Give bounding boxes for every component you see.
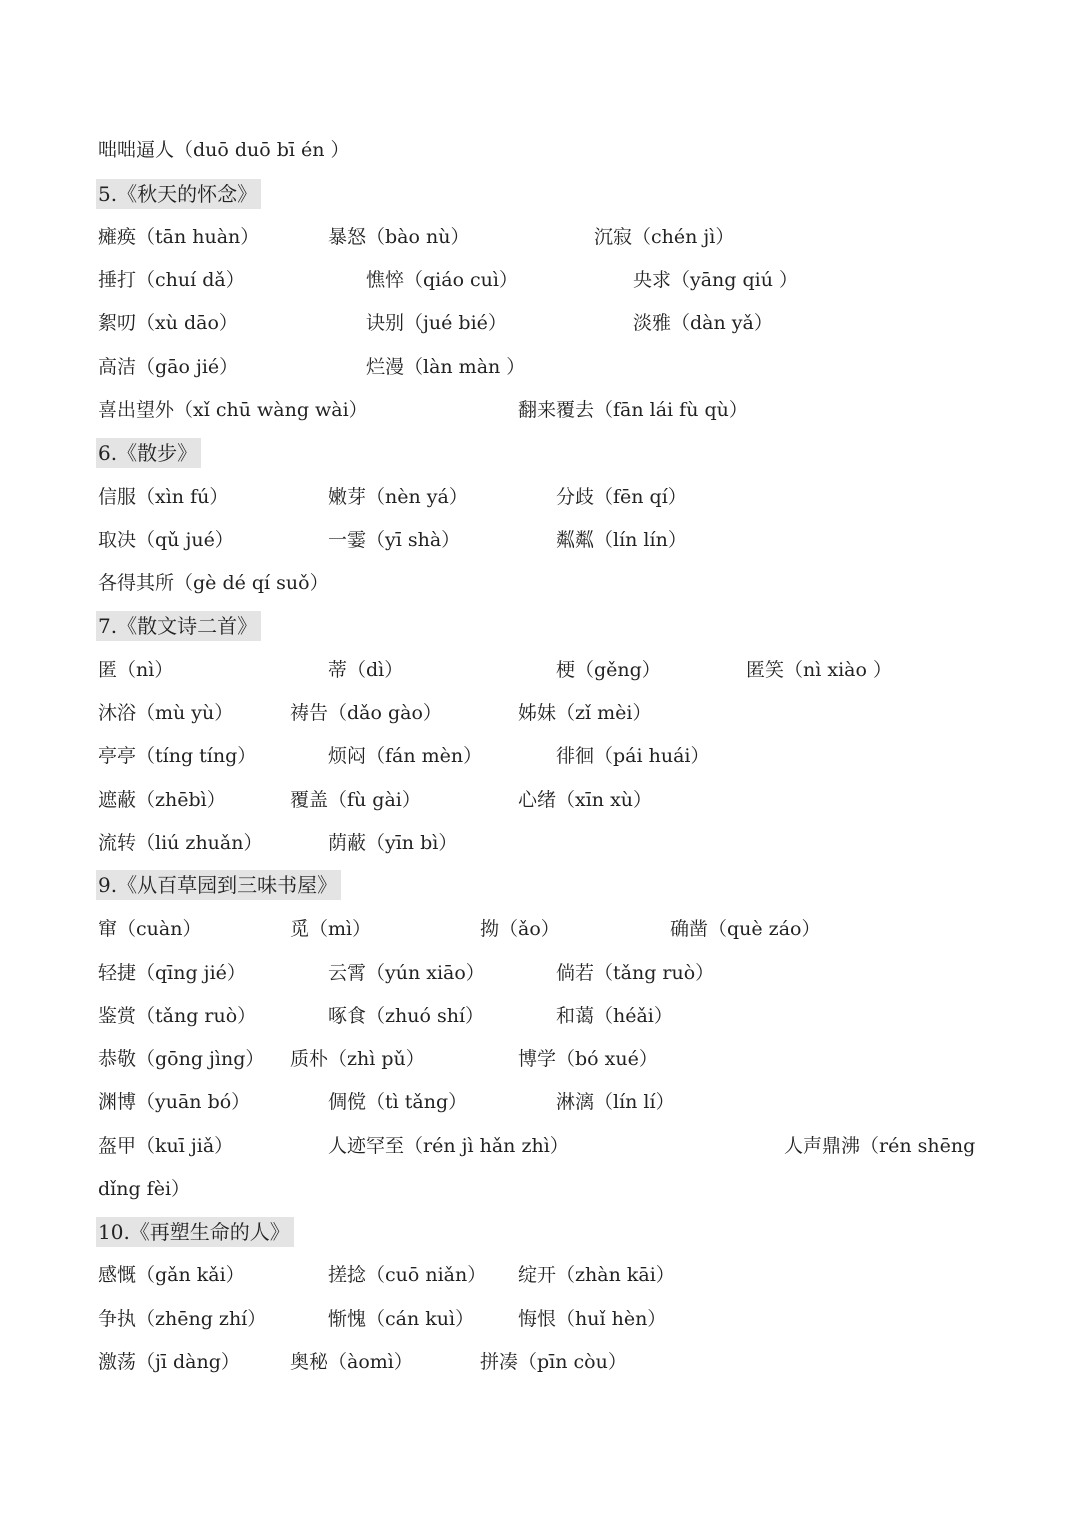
vocab-entry: 荫蔽（yīn bì） <box>328 832 458 854</box>
vocab-entry: 嫩芽（nèn yá） <box>328 486 468 508</box>
vocab-entry: 覆盖（fù gài） <box>290 789 421 811</box>
vocab-entry: 绽开（zhàn kāi） <box>518 1264 675 1286</box>
vocab-entry: 絮叨（xù dāo） <box>98 312 238 334</box>
vocab-entry: 盔甲（kuī jiǎ） <box>98 1135 234 1157</box>
vocab-entry: 分歧（fēn qí） <box>556 486 687 508</box>
vocab-entry: 拗（ǎo） <box>480 918 560 940</box>
vocab-entry: 淋漓（lín lí） <box>556 1091 675 1113</box>
vocab-entry: 啄食（zhuó shí） <box>328 1005 485 1027</box>
section-heading: 10.《再塑生命的人》 <box>96 1217 294 1247</box>
vocab-entry: 姊妹（zǐ mèi） <box>518 702 652 724</box>
vocab-entry: 沐浴（mù yù） <box>98 702 234 724</box>
vocab-entry: 渊博（yuān bó） <box>98 1091 251 1113</box>
section-heading: 6.《散步》 <box>96 438 201 468</box>
vocab-entry: 鉴赏（tǎng ruò） <box>98 1005 257 1027</box>
vocab-entry: 人迹罕至（rén jì hǎn zhì） <box>328 1135 569 1157</box>
vocab-entry: 人声鼎沸（rén shēng <box>784 1135 976 1157</box>
vocab-entry: 感慨（gǎn kǎi） <box>98 1264 245 1286</box>
vocab-entry: 亭亭（tíng tíng） <box>98 745 257 767</box>
vocab-entry: 搓捻（cuō niǎn） <box>328 1264 487 1286</box>
vocab-entry: 倘若（tǎng ruò） <box>556 962 715 984</box>
vocab-entry: 云霄（yún xiāo） <box>328 962 485 984</box>
vocab-entry: 暴怒（bào nù） <box>328 226 470 248</box>
vocab-entry: 憔悴（qiáo cuì） <box>366 269 519 291</box>
vocab-entry: 央求（yāng qiú ） <box>633 269 799 291</box>
section-heading: 5.《秋天的怀念》 <box>96 179 261 209</box>
vocab-entry: 信服（xìn fú） <box>98 486 229 508</box>
vocab-entry: 窜（cuàn） <box>98 918 202 940</box>
vocab-entry: 诀别（jué bié） <box>366 312 507 334</box>
vocab-entry: 质朴（zhì pǔ） <box>290 1048 425 1070</box>
vocab-entry: 翻来覆去（fān lái fù qù） <box>518 399 748 421</box>
vocab-entry: 祷告（dǎo gào） <box>290 702 442 724</box>
vocab-entry: 流转（liú zhuǎn） <box>98 832 263 854</box>
vocab-entry: 遮蔽（zhēbì） <box>98 789 226 811</box>
vocab-entry: 烂漫（làn màn ） <box>366 356 526 378</box>
vocab-entry: 喜出望外（xǐ chū wàng wài） <box>98 399 368 421</box>
vocab-entry: 匿笑（nì xiào ） <box>746 659 892 681</box>
vocab-entry: 捶打（chuí dǎ） <box>98 269 245 291</box>
vocab-entry: 咄咄逼人（duō duō bī én ） <box>98 139 350 161</box>
vocab-entry: 和蔼（héǎi） <box>556 1005 673 1027</box>
vocab-entry: 轻捷（qīng jié） <box>98 962 246 984</box>
vocab-entry: 心绪（xīn xù） <box>518 789 653 811</box>
vocab-entry: 粼粼（lín lín） <box>556 529 687 551</box>
vocab-entry: 瘫痪（tān huàn） <box>98 226 260 248</box>
vocab-entry: 拼凑（pīn còu） <box>480 1351 627 1373</box>
vocab-entry: 各得其所（gè dé qí suǒ） <box>98 572 329 594</box>
vocab-entry: 激荡（jī dàng） <box>98 1351 240 1373</box>
vocab-entry: 沉寂（chén jì） <box>594 226 735 248</box>
vocab-entry: 徘徊（pái huái） <box>556 745 710 767</box>
vocab-entry: 淡雅（dàn yǎ） <box>633 312 773 334</box>
vocab-entry: 觅（mì） <box>290 918 372 940</box>
vocab-entry: 惭愧（cán kuì） <box>328 1308 475 1330</box>
vocab-entry: 悔恨（huǐ hèn） <box>518 1308 667 1330</box>
vocab-entry: 恭敬（gōng jìng） <box>98 1048 265 1070</box>
vocab-entry: 博学（bó xué） <box>518 1048 658 1070</box>
section-heading: 7.《散文诗二首》 <box>96 611 261 641</box>
vocab-entry: 烦闷（fán mèn） <box>328 745 483 767</box>
vocab-entry: 一霎（yī shà） <box>328 529 461 551</box>
vocab-entry: 取决（qǔ jué） <box>98 529 234 551</box>
vocab-entry: 蒂（dì） <box>328 659 404 681</box>
vocab-entry: 倜傥（tì tǎng） <box>328 1091 468 1113</box>
vocab-entry: 高洁（gāo jié） <box>98 356 239 378</box>
section-heading: 9.《从百草园到三味书屋》 <box>96 870 341 900</box>
vocab-entry: 争执（zhēng zhí） <box>98 1308 267 1330</box>
vocab-entry: 梗（gěng） <box>556 659 661 681</box>
vocab-entry: 确凿（què záo） <box>670 918 821 940</box>
vocab-entry: 匿（nì） <box>98 659 174 681</box>
vocab-entry: 奥秘（àomì） <box>290 1351 413 1373</box>
vocab-entry: dǐng fèi） <box>98 1178 191 1200</box>
